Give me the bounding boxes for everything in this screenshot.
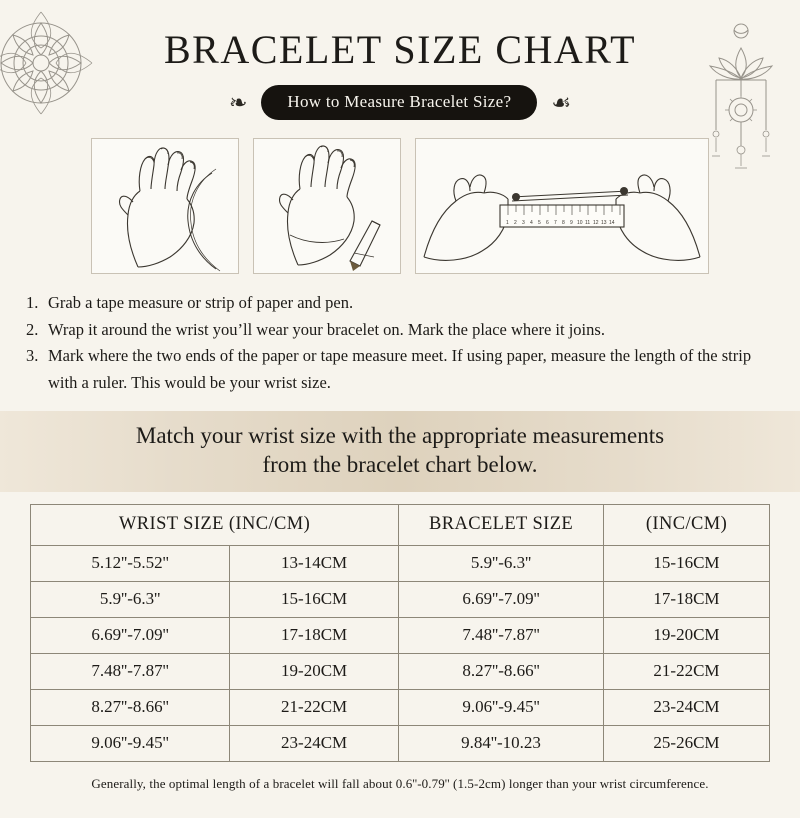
cell-bracelet-cm: 25-26CM xyxy=(603,725,769,761)
header-bracelet-unit: (INC/CM) xyxy=(603,504,769,545)
table-row xyxy=(31,581,770,617)
cell-wrist-cm: 23-24CM xyxy=(230,725,399,761)
svg-text:14: 14 xyxy=(609,220,615,226)
instruction-steps xyxy=(26,290,774,397)
cell-wrist-inches: 6.69''-7.09'' xyxy=(31,617,230,653)
cell-bracelet-cm: 17-18CM xyxy=(603,581,769,617)
banner-line-2: from the bracelet chart below. xyxy=(262,452,538,478)
cell-wrist-cm: 15-16CM xyxy=(230,581,399,617)
step-item xyxy=(26,343,774,396)
photo-row xyxy=(0,138,800,274)
header-bracelet-size: BRACELET SIZE xyxy=(399,504,604,545)
step-text: Mark where the two ends of the paper or tape measure meet. If using paper, measure the length of the strip with a ruler. This would be your wrist size. xyxy=(48,346,752,393)
svg-text:8: 8 xyxy=(562,220,565,226)
cell-wrist-inches: 5.9''-6.3'' xyxy=(31,581,230,617)
svg-text:2: 2 xyxy=(514,220,517,226)
svg-text:11: 11 xyxy=(585,220,591,226)
cell-wrist-inches: 8.27''-8.66'' xyxy=(31,689,230,725)
cell-bracelet-inches: 5.9''-6.3'' xyxy=(399,545,604,581)
step-number: 2. xyxy=(26,319,39,339)
cell-bracelet-inches: 9.84''-10.23 xyxy=(399,725,604,761)
right-flourish-icon: ☙ xyxy=(551,89,572,115)
measuring-strip-with-ruler-photo xyxy=(415,138,709,274)
table-row xyxy=(31,725,770,761)
step-number: 1. xyxy=(26,293,39,312)
cell-wrist-cm: 19-20CM xyxy=(230,653,399,689)
step-text: Wrap it around the wrist you’ll wear your bracelet on. Mark the place where it joins. xyxy=(48,319,605,339)
cell-wrist-cm: 13-14CM xyxy=(230,545,399,581)
cell-bracelet-cm: 21-22CM xyxy=(603,653,769,689)
hand-with-tape-measure-photo xyxy=(91,138,239,274)
footnote: Generally, the optimal length of a bracelet will fall about 0.6''-0.79'' (1.5-2cm) longer than your wrist circumference. xyxy=(91,775,709,791)
header-wrist-size: WRIST SIZE (INC/CM) xyxy=(31,504,399,545)
cell-bracelet-inches: 7.48''-7.87'' xyxy=(399,617,604,653)
svg-text:10: 10 xyxy=(577,220,583,226)
cell-bracelet-cm: 19-20CM xyxy=(603,617,769,653)
svg-text:1: 1 xyxy=(506,220,509,226)
cell-bracelet-inches: 8.27''-8.66'' xyxy=(399,653,604,689)
svg-text:3: 3 xyxy=(522,220,525,226)
step-item xyxy=(26,317,774,344)
cell-bracelet-inches: 9.06''-9.45'' xyxy=(399,689,604,725)
cell-wrist-cm: 21-22CM xyxy=(230,689,399,725)
table-header-row xyxy=(31,504,770,545)
left-flourish-icon: ❧ xyxy=(228,89,248,115)
page-title: BRACELET SIZE CHART xyxy=(163,27,637,72)
svg-text:9: 9 xyxy=(570,220,573,226)
step-number: 3. xyxy=(26,346,39,366)
cell-wrist-inches: 7.48''-7.87'' xyxy=(31,653,230,689)
match-banner xyxy=(0,411,800,492)
subtitle-row xyxy=(0,85,800,120)
svg-text:4: 4 xyxy=(530,220,533,226)
step-text: Grab a tape measure or strip of paper and pen. xyxy=(48,293,354,312)
subtitle-badge: How to Measure Bracelet Size? xyxy=(261,85,537,120)
cell-wrist-inches: 5.12''-5.52'' xyxy=(31,545,230,581)
banner-line-1: Match your wrist size with the appropriate measurements xyxy=(135,422,665,448)
cell-wrist-cm: 17-18CM xyxy=(230,617,399,653)
cell-bracelet-cm: 23-24CM xyxy=(603,689,769,725)
table-row xyxy=(31,545,770,581)
cell-bracelet-cm: 15-16CM xyxy=(603,545,769,581)
svg-text:13: 13 xyxy=(601,220,607,226)
cell-bracelet-inches: 6.69''-7.09'' xyxy=(399,581,604,617)
hand-wrapping-paper-strip-photo xyxy=(253,138,401,274)
size-table xyxy=(30,504,770,762)
table-row xyxy=(31,653,770,689)
step-item xyxy=(26,290,774,317)
cell-wrist-inches: 9.06''-9.45'' xyxy=(31,725,230,761)
table-row xyxy=(31,617,770,653)
svg-text:5: 5 xyxy=(538,220,541,226)
svg-text:7: 7 xyxy=(554,220,557,226)
table-row xyxy=(31,689,770,725)
svg-text:12: 12 xyxy=(593,220,599,226)
svg-text:6: 6 xyxy=(546,220,549,226)
